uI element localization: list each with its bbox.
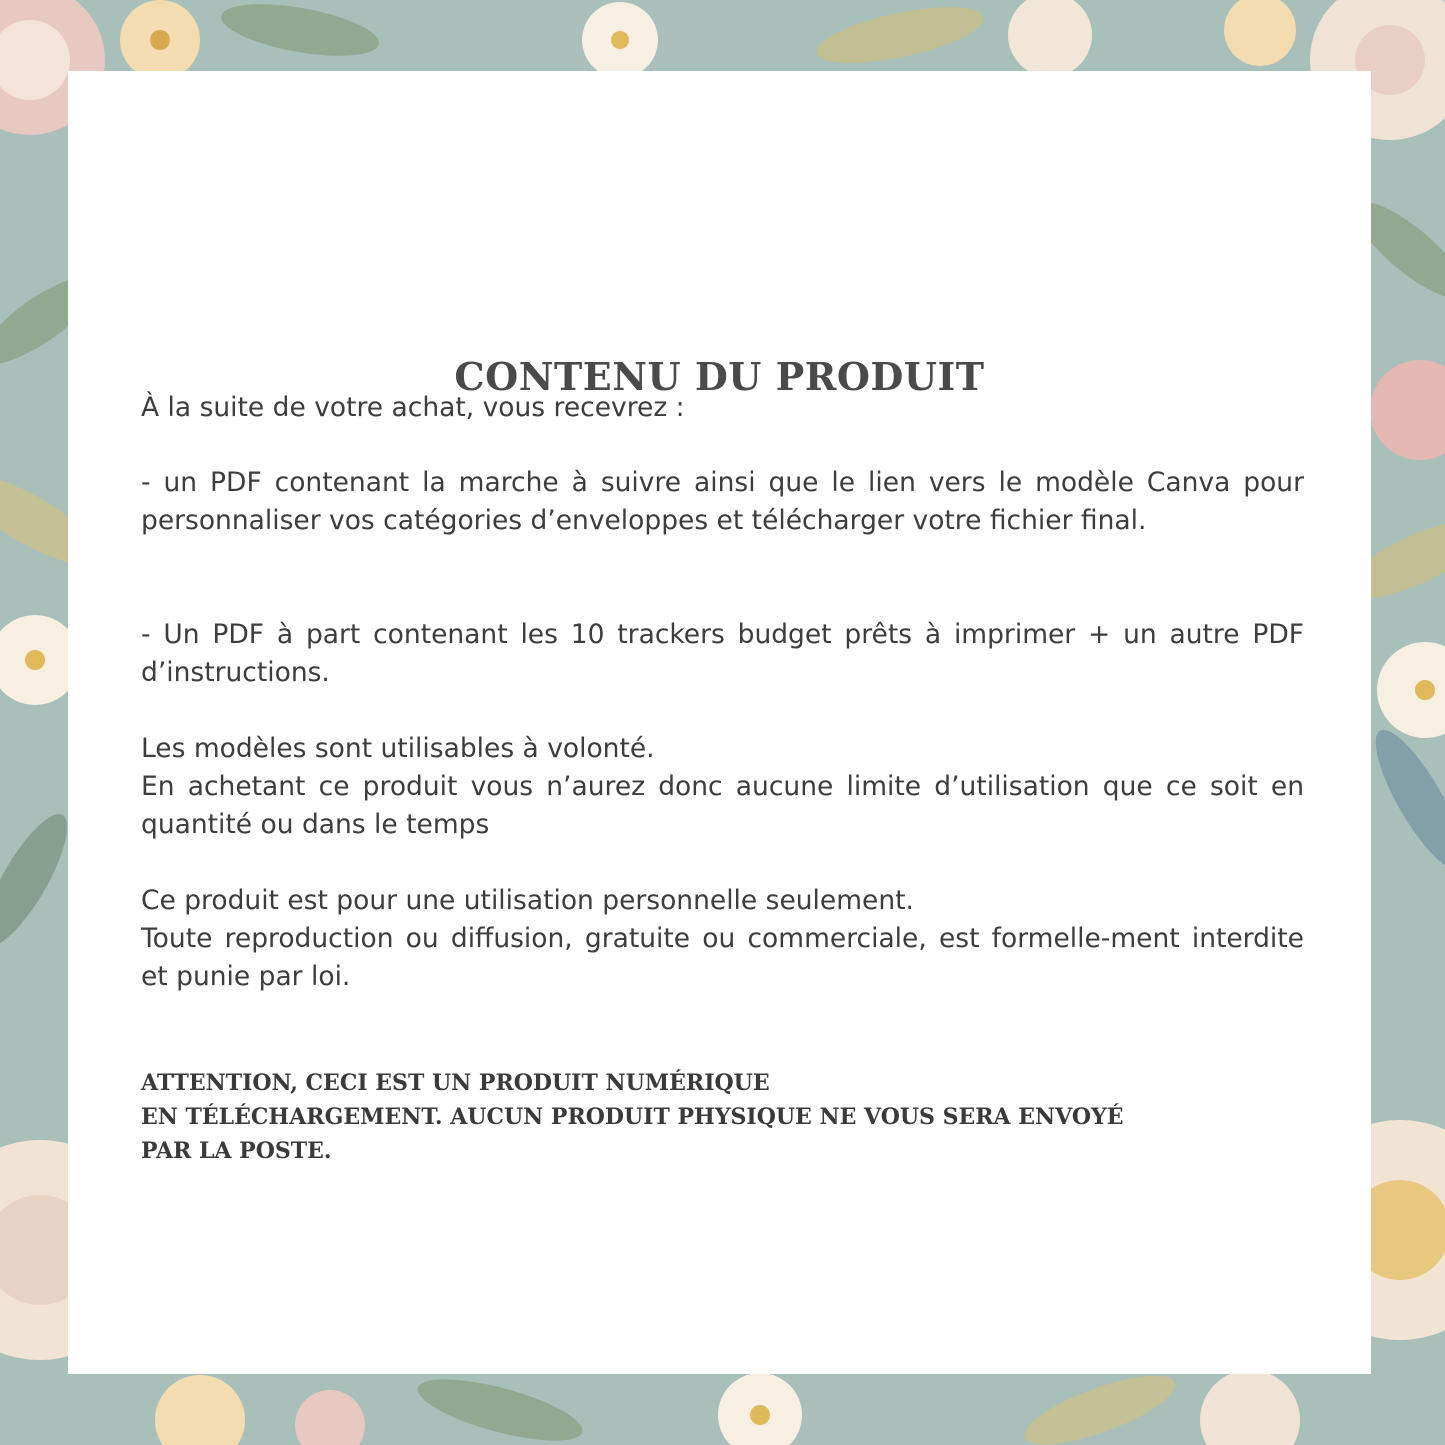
personal-use-line1: Ce produit est pour une utilisation personnelle seulement. xyxy=(141,885,914,916)
list-item-canva-pdf: - un PDF contenant la marche à suivre ainsi que le lien vers le modèle Canva pour personnaliser vos catégories d’enveloppes et télécharger votre fichier final. xyxy=(141,467,1304,536)
content-card xyxy=(68,71,1371,1374)
digital-product-notice xyxy=(141,1066,1321,1168)
notice-line-3: PAR LA POSTE. xyxy=(141,1138,332,1164)
notice-line-1: ATTENTION, CECI EST UN PRODUIT NUMÉRIQUE xyxy=(141,1070,770,1096)
usage-paragraph-line1: Les modèles sont utilisables à volonté. xyxy=(141,733,655,764)
intro-paragraph: À la suite de votre achat, vous recevrez : xyxy=(141,392,685,423)
list-item-trackers-pdf: - Un PDF à part contenant les 10 trackers budget prêts à imprimer + un autre PDF d’instructions. xyxy=(141,619,1304,688)
notice-line-2: EN TÉLÉCHARGEMENT. AUCUN PRODUIT PHYSIQUE NE VOUS SERA ENVOYÉ xyxy=(141,1104,1124,1130)
page-title: CONTENU DU PRODUIT xyxy=(454,354,985,399)
usage-paragraph-line2: En achetant ce produit vous n’aurez donc aucune limite d’utilisation que ce soit en quantité ou dans le temps xyxy=(141,771,1304,840)
personal-use-line2: Toute reproduction ou diffusion, gratuite ou commerciale, est formelle-ment interdite et punie par loi. xyxy=(141,923,1304,992)
